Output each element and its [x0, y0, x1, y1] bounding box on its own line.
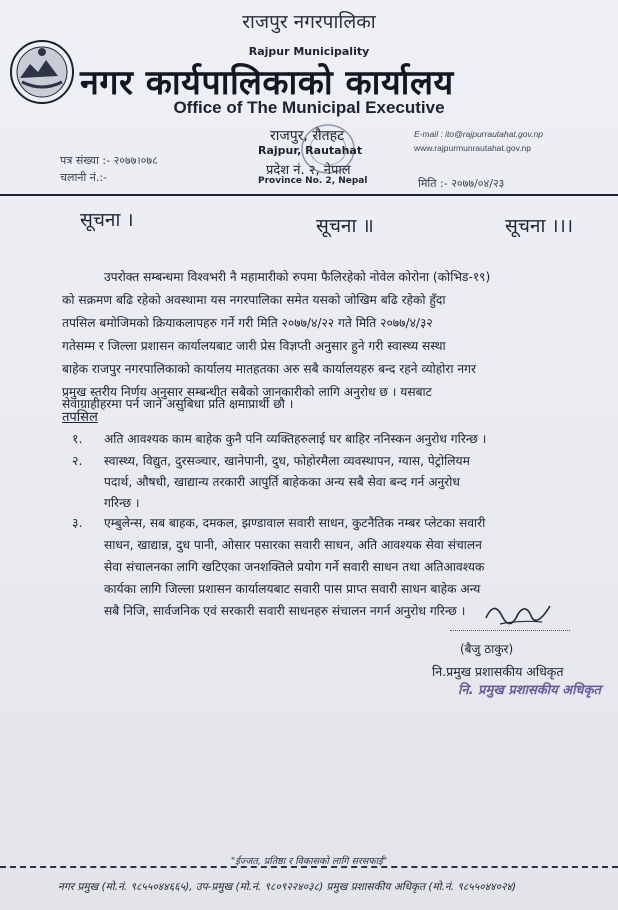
office-title-np: नगर कार्यपालिकाको कार्यालय: [80, 63, 454, 103]
list-item-line: एम्बुलेन्स, सब बाहक, दमकल, झण्डावाल सवारी साधन, कुटनैतिक नम्बर प्लेटका सवारी: [104, 516, 486, 530]
municipality-name-np: राजपुर नगरपालिका: [242, 11, 376, 33]
designation-stamp: नि. प्रमुख प्रशासकीय अधिकृत: [458, 683, 601, 698]
province-en: Province No. 2, Nepal: [258, 176, 368, 186]
body-line-last: सेवाग्राहीहरमा पर्न जाने असुबिधा प्रति क्षमाप्रार्थी छौ ।: [62, 397, 294, 411]
item-number: ३.: [72, 515, 83, 530]
item-number: २.: [72, 453, 83, 468]
list-item-line: अति आवश्यक काम बाहेक कुनै पनि व्यक्तिहरुलाई घर बाहिर ननिस्कन अनुरोध गरिन्छ ।: [104, 432, 487, 446]
item-number: १.: [72, 431, 83, 446]
list-item-line: पदार्थ, औषधी, खाद्यान्य तरकारी आपुर्ति बाहेकका अन्य सबै सेवा बन्द गर्न अनुरोध: [104, 475, 460, 489]
list-item-line: सेवा संचालनका लागि खटिएका जनशक्तिले प्रयोग गर्ने सवारी साधन तथा अतिआवश्यक: [104, 560, 485, 574]
list-item-line: कार्यका लागि जिल्ला प्रशासन कार्यालयबाट सवारी पास प्राप्त सवारी साधन बाहेक अन्य: [104, 582, 481, 596]
letter-number: पत्र संख्या :- २०७७।०७८: [60, 154, 158, 167]
signatory-name: (बैजु ठाकुर): [460, 642, 514, 656]
municipality-name-en: Rajpur Municipality: [248, 45, 370, 58]
notice-heading-2: सूचना ॥: [316, 215, 374, 237]
office-title-en: Office of The Municipal Executive: [173, 98, 445, 117]
dispatch-number: चलानी नं.:-: [60, 171, 108, 184]
letter-date: मिति :- २०७७/०४/२३: [418, 177, 505, 190]
body-line: बाहेक राजपुर नगरपालिकाको कार्यालय मातहतका अरु सबै कार्यालयहरु बन्द रहने व्योहोरा नगर: [62, 362, 477, 376]
body-line: उपरोक्त सम्बन्धमा विश्वभरी नै महामारीको रुपमा फैलिरहेको नोवेल कोरोना (कोभिड-१९): [104, 270, 491, 284]
footer-divider: [0, 866, 618, 868]
body-line: को सक्रमण बढि रहेको अवस्थामा यस नगरपालिका समेत यसको जोखिम बढि रहेको हुँदा: [62, 293, 446, 307]
website-url: www.rajpurmunrautahat.gov.np: [414, 143, 532, 153]
body-line: तपसिल बमोजिमको क्रियाकलापहरु गर्ने गरी मिति २०७७/४/२२ गते मिति २०७७/४/३२: [62, 316, 433, 330]
signatory-title: नि.प्रमुख प्रशासकीय अधिकृत: [432, 664, 564, 679]
footer-contacts: नगर प्रमुख (मो.नं. ९८५५०४४६६५), उप-प्रमुख (मो.नं. ९८०९२२४०३८) प्रमुख प्रशासकीय अधिकृत (मो.नं. ९८५५०४४०२४): [58, 881, 517, 893]
province-np: प्रदेश नं. २, नेपाल: [266, 163, 351, 178]
header-divider: [0, 194, 618, 196]
address-np: राजपुर, रौतहट: [270, 128, 345, 144]
footer-slogan: "ईज्जत, प्रतिष्ठा र विकासको लागि सरसफाई": [230, 856, 388, 867]
handwritten-signature: [480, 596, 560, 632]
email-address: E-mail : ito@rajpurrautahat.gov.np: [414, 129, 543, 139]
signature-line: [450, 630, 570, 631]
list-item-line: सबै निजि, सार्वजनिक एवं सरकारी सवारी साधनहरु संचालन नगर्न अनुरोध गरिन्छ ।: [104, 604, 466, 618]
notice-heading-3: सूचना ।।।: [505, 215, 574, 237]
notice-heading-1: सूचना ।: [80, 209, 134, 231]
list-item-line: स्वास्थ्य, विद्युत, दुरसञ्चार, खानेपानी, दुध, फोहोरमैला व्यवस्थापन, ग्यास, पेट्रोलियम: [104, 454, 470, 468]
list-item-line: साधन, खाद्यान्न, दुध पानी, ओसार पसारका सवारी साधन, अति आवश्यक सेवा संचालन: [104, 538, 482, 552]
list-item-line: गरिन्छ ।: [104, 496, 140, 510]
address-en: Rajpur, Rautahat: [258, 144, 363, 157]
body-line: प्रमुख स्तरीय निर्णय अनुसार सम्बन्धीत सबैको जानकारीको लागि अनुरोध छ । यसबाट: [62, 385, 432, 399]
body-line: गतेसम्म र जिल्ला प्रशासन कार्यालयबाट जारी प्रेस विज्ञप्ती अनुसार हुने गरी स्वास्थ्य सस्था: [62, 339, 446, 353]
tapasil-heading: तपसिल: [62, 410, 98, 425]
